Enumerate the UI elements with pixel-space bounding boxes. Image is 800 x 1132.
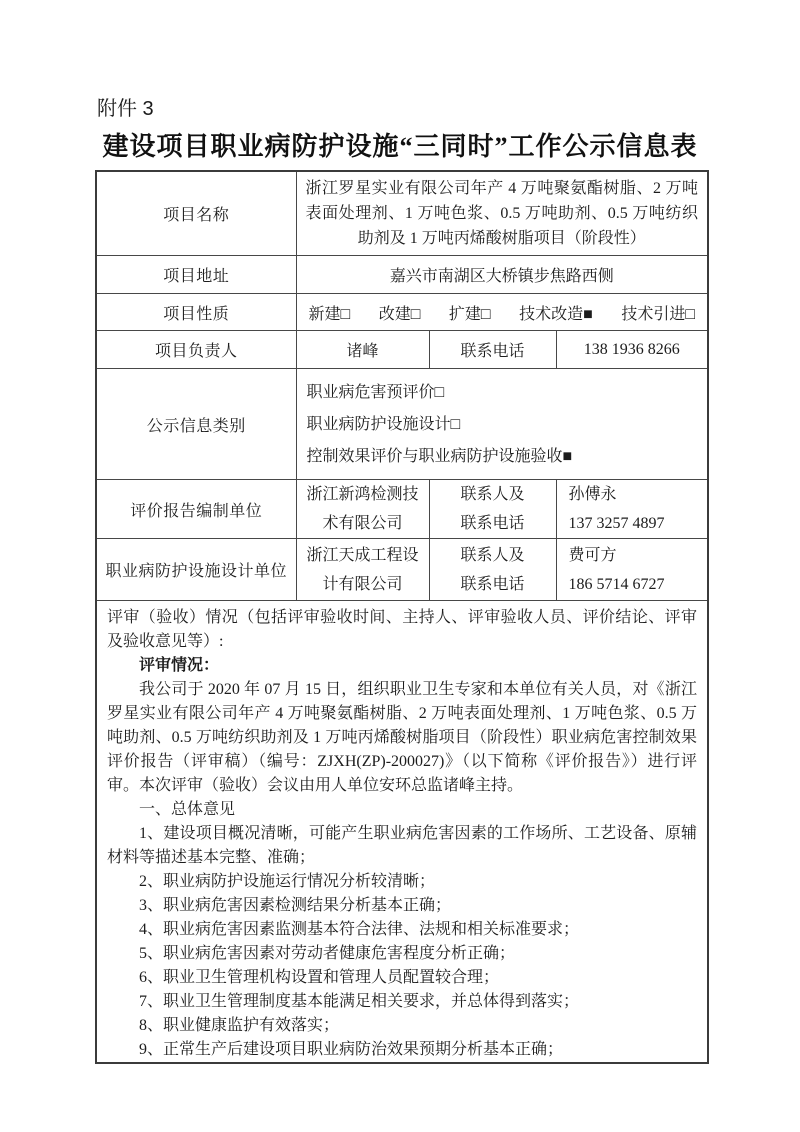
contact-phone: 186 5714 6727: [568, 575, 665, 593]
contact-name: 孙傅永: [568, 486, 617, 503]
project-nature-label: 项目性质: [96, 294, 296, 331]
opinion-item: 5、职业病危害因素对劳动者健康危害程度分析正确；: [139, 945, 516, 962]
project-name-value: 浙江罗星实业有限公司年产 4 万吨聚氨酯树脂、2 万吨表面处理剂、1 万吨色浆、0.5 万吨助剂、0.5 万吨纺织助剂及 1 万吨丙烯酸树脂项目（阶段性）: [296, 171, 708, 256]
opinion-item: 7、职业卫生管理制度基本能满足相关要求，并总体得到落实；: [139, 993, 580, 1010]
design-unit-contact-value: [556, 539, 708, 601]
review-header: 评审（验收）情况（包括评审验收时间、主持人、评审验收人员、评价结论、评审及验收意见等）:: [107, 609, 698, 650]
opinion-item: 8、职业健康监护有效落实；: [139, 1017, 340, 1034]
report-unit-company: 浙江新鸿检测技术有限公司: [296, 480, 429, 539]
checkbox-icon: □: [685, 305, 695, 323]
review-section-title: 一、总体意见: [139, 801, 236, 818]
table-row-project-name: [96, 171, 708, 256]
checkbox-icon: □: [340, 305, 351, 323]
report-unit-contact-value: [556, 480, 708, 539]
opinion-item: 3、职业病危害因素检测结果分析基本正确；: [139, 897, 452, 914]
contact-phone: 137 3257 4897: [568, 515, 665, 532]
nature-option-tech-upgrade: 技术改造■: [519, 305, 593, 323]
project-address-label: 项目地址: [96, 256, 296, 294]
nature-option-rebuild: 改建□: [378, 305, 421, 323]
review-subtitle: 评审情况：: [139, 657, 220, 674]
table-row-project-nature: [96, 294, 708, 331]
checkbox-checked-icon: ■: [562, 448, 573, 465]
table-row-review: [96, 601, 708, 1064]
opinion-item: 6、职业卫生管理机构设置和管理人员配置较合理；: [139, 969, 500, 986]
leader-phone-label: 联系电话: [429, 331, 556, 369]
opinion-item: 4、职业病危害因素监测基本符合法律、法规和相关标准要求；: [139, 921, 580, 938]
category-option-pre-evaluation: 职业病危害预评价□: [306, 384, 445, 401]
table-row-design-unit: [96, 539, 708, 601]
checkbox-icon: □: [450, 416, 461, 433]
checkbox-icon: □: [480, 305, 491, 323]
opinion-item: 2、职业病防护设施运行情况分析较清晰；: [139, 873, 436, 890]
project-leader-label: 项目负责人: [96, 331, 296, 369]
project-address-value: 嘉兴市南湖区大桥镇步焦路西侧: [296, 256, 708, 294]
report-unit-label: 评价报告编制单位: [96, 480, 296, 539]
info-category-label: 公示信息类别: [96, 369, 296, 480]
table-row-project-address: [96, 256, 708, 294]
info-category-options: [296, 369, 708, 480]
design-unit-label: 职业病防护设施设计单位: [96, 539, 296, 601]
table-row-info-category: [96, 369, 708, 480]
report-unit-contact-label: 联系人及 联系电话: [429, 480, 556, 539]
opinion-item: 9、正常生产后建设项目职业病防治效果预期分析基本正确；: [139, 1041, 564, 1058]
category-option-facility-design: 职业病防护设施设计□: [306, 416, 461, 433]
review-paragraph: 我公司于 2020 年 07 月 15 日，组织职业卫生专家和本单位有关人员，对《浙江罗星实业有限公司年产 4 万吨聚氨酯树脂、2 万吨表面处理剂、1 万吨色浆、0.5 万吨助剂、0.5 万吨纺织助剂及 1 万吨丙烯酸树脂项目（阶段性）职业病危害控制效果评价报告（评审稿）（编号：ZJXH(ZP)-200027)》（以下简称《评价报告》）进行评审。本次评审（验收）会议由用人单位安环总监诸峰主持。: [107, 681, 698, 794]
checkbox-icon: □: [434, 384, 445, 401]
nature-option-new: 新建□: [308, 305, 351, 323]
leader-phone-value: 138 1936 8266: [556, 331, 708, 369]
project-nature-options: [296, 294, 708, 331]
design-unit-contact-label: 联系人及 联系电话: [429, 539, 556, 601]
nature-option-tech-import: 技术引进□: [621, 305, 695, 323]
review-section: [96, 601, 708, 1064]
project-name-label: 项目名称: [96, 171, 296, 256]
project-leader-name: 诸峰: [296, 331, 429, 369]
table-row-report-unit: [96, 480, 708, 539]
opinion-item: 1、建设项目概况清晰，可能产生职业病危害因素的工作场所、工艺设备、原辅材料等描述基本完整、准确；: [107, 825, 698, 866]
category-option-effect-acceptance: 控制效果评价与职业病防护设施验收■: [306, 448, 573, 465]
attachment-label: 附件 3: [97, 98, 154, 120]
info-table: [95, 170, 709, 1064]
nature-option-expand: 扩建□: [448, 305, 491, 323]
page-title: 建设项目职业病防护设施“三同时”工作公示信息表: [102, 132, 698, 161]
checkbox-icon: □: [410, 305, 421, 323]
design-unit-company: 浙江天成工程设计有限公司: [296, 539, 429, 601]
checkbox-checked-icon: ■: [583, 305, 593, 323]
table-row-project-leader: [96, 331, 708, 369]
contact-name: 费可方: [568, 546, 617, 564]
